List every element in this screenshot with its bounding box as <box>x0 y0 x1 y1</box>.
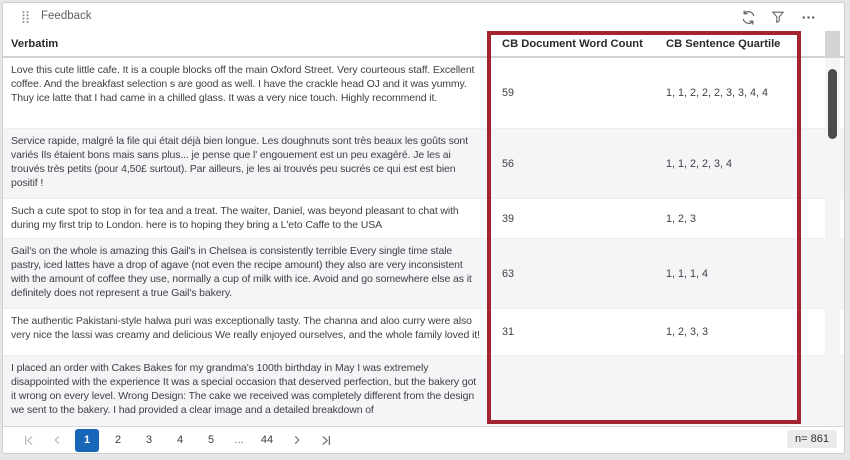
feedback-widget <box>2 2 845 454</box>
translate-icon[interactable] <box>740 9 756 25</box>
more-options-icon[interactable] <box>800 9 816 25</box>
filter-icon[interactable] <box>770 9 786 25</box>
column-header-sentence-quartile[interactable]: CB Sentence Quartile <box>666 37 781 50</box>
widget-titlebar <box>3 3 844 31</box>
last-page-icon[interactable] <box>315 429 337 451</box>
quartile-cell: 1, 2, 3 <box>666 212 697 225</box>
table-row <box>3 58 844 129</box>
column-header-word-count[interactable]: CB Document Word Count <box>502 37 643 50</box>
pagination-bar <box>3 426 844 453</box>
page-button-2[interactable]: 2 <box>114 434 122 446</box>
verbatim-cell: I placed an order with Cakes Bakes for my grandma's 100th birthday in May I was extremely disappointed with the experience It was a special occasion that deserved perfection, but the bakery got it wrong on every level. Wrong Design: The cake we received was completely different from the design we sent to the bakery. I had provided a clear image and a detailed breakdown of <box>11 362 477 416</box>
table-row <box>3 129 844 199</box>
word-count-cell: 31 <box>502 326 515 338</box>
word-count-cell: 63 <box>502 267 515 280</box>
page-button-5[interactable]: 5 <box>207 434 215 446</box>
table-row <box>3 309 844 356</box>
verbatim-cell: Such a cute spot to stop in for tea and a treat. The waiter, Daniel, was beyond pleasant to chat with during my first trip to London. here is to hoping they bring a L'eto Caffe to the USA <box>11 205 459 231</box>
table-row <box>3 239 844 309</box>
scrollbar-header-cap <box>825 31 840 58</box>
previous-page-icon[interactable] <box>46 429 68 451</box>
vertical-scrollbar-track[interactable] <box>825 31 840 426</box>
vertical-scrollbar-thumb[interactable] <box>828 69 837 139</box>
word-count-cell: 39 <box>502 212 515 225</box>
quartile-cell: 1, 2, 3, 3 <box>666 326 709 338</box>
table-row <box>3 356 844 426</box>
verbatim-cell: Gail's on the whole is amazing this Gail's in Chelsea is consistently terrible Every single time stale pastry, iced lattes have a drop of agave (not even the recipe amount) they also are very inconsistent with the amount of coffee they use, normally a cup of milk with ice. Avoid and go somewhere else as it definitely does not represent a true Gail's bakery. <box>11 245 472 299</box>
first-page-icon[interactable] <box>17 429 39 451</box>
column-header-verbatim[interactable]: Verbatim <box>11 37 59 50</box>
drag-handle-icon[interactable] <box>21 10 30 29</box>
page-button-4[interactable]: 4 <box>176 434 184 446</box>
word-count-cell: 59 <box>502 87 515 99</box>
word-count-cell: 56 <box>502 157 515 170</box>
record-count-badge: n= 861 <box>787 430 837 448</box>
pagination-ellipsis: ... <box>234 434 244 446</box>
page-button-3[interactable]: 3 <box>145 434 153 446</box>
verbatim-cell: Love this cute little cafe. It is a couple blocks off the main Oxford Street. Very courteous staff. Excellent coffee. And the breakfast selection s are good as well. I have the crackle head OJ and it was yummy. Thuy ice latte that I had came in a chilled glass. It was a very nice touch. Highly recommend it. <box>11 64 475 104</box>
quartile-cell: 1, 1, 2, 2, 3, 4 <box>666 157 733 170</box>
page-button-1[interactable]: 1 <box>75 429 99 452</box>
quartile-cell: 1, 1, 2, 2, 2, 3, 3, 4, 4 <box>666 87 769 99</box>
widget-title: Feedback <box>41 10 92 22</box>
verbatim-cell: Service rapide, malgré la file qui était déjà bien longue. Les doughnuts sont très beaux les goûts sont variés Ils étaient bons mais sans plus... je pense que l' engouement est un peu exagéré. Je les ai trouvés très petits (pour 4,50£ surtout). Par ailleurs, je les ai trouvés peu sucrés ce qui est est bien positif ! <box>11 135 468 189</box>
widget-toolbar <box>740 3 816 31</box>
next-page-icon[interactable] <box>286 429 308 451</box>
table-row <box>3 199 844 239</box>
quartile-cell: 1, 1, 1, 4 <box>666 267 709 280</box>
table-body <box>3 58 844 426</box>
table-header-row <box>3 31 844 58</box>
verbatim-cell: The authentic Pakistani-style halwa puri was exceptionally tasty. The channa and aloo curry were also very nice the lassi was creamy and delicious We really enjoyed ourselves, and the whole family loved it! <box>11 315 480 341</box>
page-button-44[interactable]: 44 <box>260 434 274 446</box>
